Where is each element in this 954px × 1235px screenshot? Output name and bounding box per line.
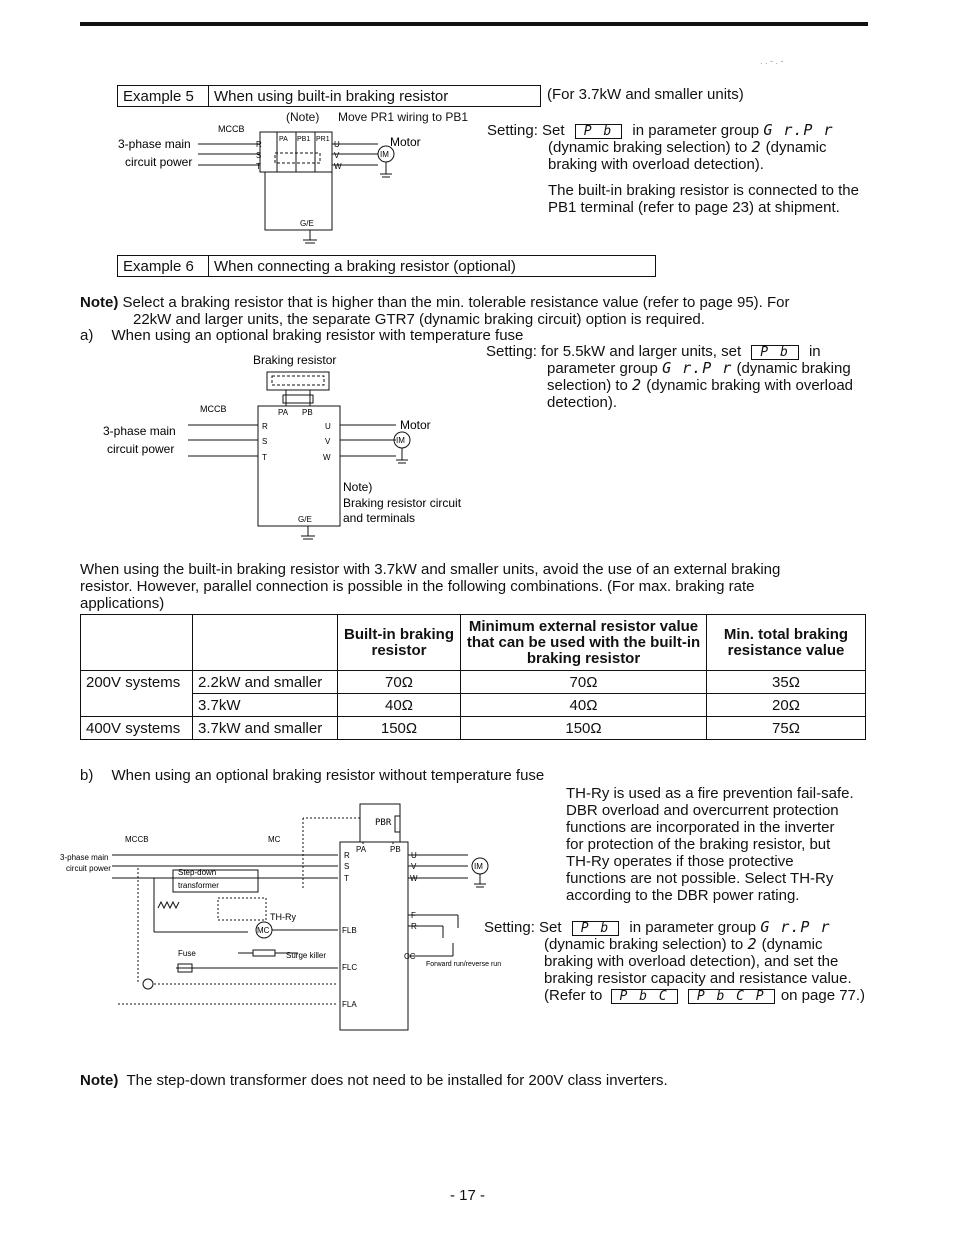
table-cell bbox=[81, 694, 193, 717]
section-b-wiring-diagram bbox=[58, 798, 538, 1038]
section-b-heading bbox=[80, 767, 544, 784]
example5-header bbox=[117, 85, 541, 107]
b-fwd: Forward run/reverse run bbox=[426, 961, 502, 968]
b-setting-line2-end: (dynamic bbox=[761, 936, 823, 953]
b-fuse: Fuse bbox=[178, 949, 196, 958]
table-header-cell: Min. total braking resistance value bbox=[707, 615, 866, 671]
e5-pr1: PR1 bbox=[316, 136, 330, 143]
table-cell: 150Ω bbox=[461, 717, 707, 740]
example5-diagram-note: (Note) bbox=[286, 110, 320, 124]
table-header-cell: Minimum external resistor value that can be used with the built-in braking resistor bbox=[461, 615, 707, 671]
a-group-code: G r.P r bbox=[662, 359, 733, 377]
e5-power1: 3-phase main bbox=[118, 137, 191, 151]
note2-text: The step-down transformer does not need to be installed for 200V class inverters. bbox=[126, 1072, 668, 1089]
table-cell: 400V systems bbox=[81, 717, 193, 740]
example5-diagram-move: Move PR1 wiring to PB1 bbox=[338, 110, 469, 124]
b-desc-line: TH-Ry is used as a fire prevention fail-safe. bbox=[566, 785, 854, 802]
b-mc-coil: MC bbox=[257, 926, 270, 935]
b-mc: MC bbox=[268, 835, 281, 844]
e5-w: W bbox=[334, 162, 342, 171]
e5-ge: G/E bbox=[300, 219, 314, 228]
b-refer-label: (Refer to bbox=[544, 987, 603, 1004]
b-setting-line2: (dynamic braking selection) to bbox=[544, 936, 744, 953]
b-im: IM bbox=[474, 862, 483, 871]
a-mccb: MCCB bbox=[200, 404, 227, 414]
a-u: U bbox=[325, 422, 331, 431]
a-setting-line1b: in bbox=[808, 343, 821, 360]
b-setting-label: Setting: Set bbox=[484, 919, 562, 936]
e5-mccb: MCCB bbox=[218, 124, 245, 134]
b-setting-rest: in parameter group bbox=[629, 919, 757, 936]
b-desc-line: TH-Ry operates if those protective bbox=[566, 853, 794, 870]
parallel-paragraph bbox=[80, 561, 880, 612]
table-cell: 3.7kW and smaller bbox=[193, 717, 338, 740]
a-setting-line2b: (dynamic braking bbox=[736, 360, 851, 377]
table-cell: 150Ω bbox=[338, 717, 461, 740]
a-value-code: 2 bbox=[632, 376, 643, 394]
e5-v: V bbox=[334, 151, 340, 160]
table-cell: 20Ω bbox=[707, 694, 866, 717]
example6-header bbox=[117, 255, 656, 277]
e5-info-line2: PB1 terminal (refer to page 23) at shipment. bbox=[548, 199, 840, 216]
table-cell: 35Ω bbox=[707, 671, 866, 694]
parallel-line2: resistor. However, parallel connection is possible in the following combinations. (For max. braking rate bbox=[80, 578, 755, 595]
table-cell: 200V systems bbox=[81, 671, 193, 694]
e5-s: S bbox=[256, 151, 262, 160]
b-value-code: 2 bbox=[747, 935, 758, 953]
b-cc: CC bbox=[404, 952, 416, 961]
section-b-marker: b) bbox=[80, 767, 94, 784]
b-code-pbc-box: P b C bbox=[611, 989, 678, 1004]
e5-info-line1: The built-in braking resistor is connected to the bbox=[548, 182, 859, 199]
a-power1: 3-phase main bbox=[103, 424, 176, 438]
table-header-cell: Built-in braking resistor bbox=[338, 615, 461, 671]
e5-setting-label: Setting: Set bbox=[487, 122, 565, 139]
a-ge: G/E bbox=[298, 515, 312, 524]
a-braking-resistor: Braking resistor bbox=[253, 353, 337, 367]
table-row bbox=[81, 671, 866, 694]
b-setting-line3: braking with overload detection), and set the bbox=[544, 953, 839, 970]
e5-setting-line3: braking with overload detection). bbox=[548, 156, 764, 173]
e5-im: IM bbox=[380, 150, 389, 159]
parallel-line3: applications) bbox=[80, 595, 165, 612]
corner-marks: . . - . - bbox=[760, 56, 784, 66]
a-setting-line3a: selection) to bbox=[547, 377, 628, 394]
b-r: R bbox=[344, 851, 350, 860]
example6-label: Example 6 bbox=[123, 257, 194, 275]
b-stepdown2: transformer bbox=[178, 881, 219, 890]
b-code-pbcp-box: P b C P bbox=[688, 989, 775, 1004]
section-b-title: When using an optional braking resistor without temperature fuse bbox=[111, 767, 545, 784]
e5-setting-line2: (dynamic braking selection) to bbox=[548, 139, 748, 156]
top-rule bbox=[80, 22, 868, 26]
b-s: S bbox=[344, 862, 350, 871]
b-v: V bbox=[411, 862, 417, 871]
table-cell: 70Ω bbox=[338, 671, 461, 694]
section-a-heading bbox=[80, 327, 523, 344]
a-note3: and terminals bbox=[343, 511, 416, 525]
b-f: F bbox=[411, 911, 416, 920]
b-desc-line: DBR overload and overcurrent protection bbox=[566, 802, 839, 819]
e5-pb1: PB1 bbox=[297, 136, 311, 143]
b-fla: FLA bbox=[342, 1000, 357, 1009]
table-cell: 40Ω bbox=[461, 694, 707, 717]
b-setting-code-box: P b bbox=[572, 921, 619, 936]
table-cell: 2.2kW and smaller bbox=[193, 671, 338, 694]
e5-pa: PA bbox=[279, 136, 288, 143]
e5-motor: Motor bbox=[390, 135, 421, 149]
b-setting-line4: braking resistor capacity and resistance value. bbox=[544, 970, 852, 987]
example5-wiring-diagram bbox=[110, 118, 440, 248]
a-setting-code-box: P b bbox=[751, 345, 798, 360]
b-desc-line: for protection of the braking resistor, but bbox=[566, 836, 831, 853]
b-surge: Surge killer bbox=[286, 951, 327, 960]
b-power1: 3-phase main bbox=[60, 853, 109, 862]
a-w: W bbox=[323, 453, 331, 462]
section-a-setting bbox=[486, 343, 878, 411]
a-pb: PB bbox=[302, 408, 313, 417]
b-flc: FLC bbox=[342, 963, 358, 972]
e5-r: R bbox=[256, 140, 262, 149]
b-u: U bbox=[411, 851, 417, 860]
example6-title: When connecting a braking resistor (optional) bbox=[208, 256, 521, 276]
a-setting-line3b: (dynamic braking with overload bbox=[646, 377, 854, 394]
b-desc-line: functions are incorporated in the inverter bbox=[566, 819, 835, 836]
section-a-marker: a) bbox=[80, 327, 94, 344]
a-setting-line4: detection). bbox=[547, 394, 618, 411]
example5-setting bbox=[487, 122, 877, 173]
a-setting-line1a: Setting: for 5.5kW and larger units, set bbox=[486, 343, 742, 360]
b-mccb: MCCB bbox=[125, 835, 149, 844]
a-pa: PA bbox=[278, 408, 289, 417]
note2-label: Note) bbox=[80, 1072, 119, 1089]
note2 bbox=[80, 1072, 880, 1089]
b-power2: circuit power bbox=[66, 864, 111, 873]
a-setting-line2a: parameter group bbox=[547, 360, 658, 377]
page-number: - 17 - bbox=[450, 1187, 486, 1204]
b-refer-end: on page 77.) bbox=[780, 987, 866, 1004]
b-rr: R bbox=[411, 922, 417, 931]
table-header-cell bbox=[193, 615, 338, 671]
table-cell: 75Ω bbox=[707, 717, 866, 740]
parallel-line1: When using the built-in braking resistor with 3.7kW and smaller units, avoid the use of an external braking bbox=[80, 561, 781, 578]
braking-resistance-table bbox=[80, 614, 866, 740]
b-t: T bbox=[344, 874, 349, 883]
a-t: T bbox=[262, 453, 267, 462]
note1-line1: Select a braking resistor that is higher than the min. tolerable resistance value (refer to page 95). For bbox=[122, 294, 790, 311]
e5-u: U bbox=[334, 140, 340, 149]
table-cell: 3.7kW bbox=[193, 694, 338, 717]
table-cell: 40Ω bbox=[338, 694, 461, 717]
e5-setting-line2-end: (dynamic bbox=[765, 139, 827, 156]
b-pb: PB bbox=[390, 845, 401, 854]
e5-value-code: 2 bbox=[751, 138, 762, 156]
b-thry: TH-Ry bbox=[270, 912, 296, 922]
a-note2: Braking resistor circuit bbox=[343, 496, 462, 510]
e5-power2: circuit power bbox=[125, 155, 193, 169]
table-row bbox=[81, 694, 866, 717]
section-a-wiring-diagram bbox=[100, 350, 490, 550]
b-desc-line: functions are not possible. Select TH-Ry bbox=[566, 870, 834, 887]
a-s: S bbox=[262, 437, 268, 446]
b-pbr: PBR bbox=[375, 818, 392, 828]
table-cell: 70Ω bbox=[461, 671, 707, 694]
a-power2: circuit power bbox=[107, 442, 175, 456]
note1-label: Note) bbox=[80, 294, 119, 311]
b-w: W bbox=[410, 874, 418, 883]
table-header-row bbox=[81, 615, 866, 671]
b-stepdown1: Step-down bbox=[178, 868, 217, 877]
table-header-cell bbox=[81, 615, 193, 671]
a-v: V bbox=[325, 437, 331, 446]
b-desc-line: according to the DBR power rating. bbox=[566, 887, 800, 904]
b-pa: PA bbox=[356, 845, 367, 854]
example5-title: When using built-in braking resistor bbox=[208, 86, 453, 106]
section-b-setting bbox=[484, 919, 876, 1004]
example5-units-note: (For 3.7kW and smaller units) bbox=[547, 86, 744, 103]
b-flb: FLB bbox=[342, 926, 357, 935]
a-r: R bbox=[262, 422, 268, 431]
a-note1: Note) bbox=[343, 480, 373, 494]
e5-setting-code-box: P b bbox=[575, 124, 622, 139]
note1 bbox=[80, 294, 880, 328]
a-im: IM bbox=[396, 436, 405, 445]
table-row bbox=[81, 717, 866, 740]
e5-setting-rest: in parameter group bbox=[632, 122, 760, 139]
example5-info bbox=[548, 182, 878, 216]
b-group-code: G r.P r bbox=[760, 918, 831, 936]
example5-label: Example 5 bbox=[123, 87, 194, 105]
a-motor: Motor bbox=[400, 418, 431, 432]
e5-group-code: G r.P r bbox=[763, 121, 834, 139]
e5-t: T bbox=[256, 162, 261, 171]
note1-line2: 22kW and larger units, the separate GTR7 (dynamic braking circuit) option is required. bbox=[133, 311, 705, 328]
section-a-title: When using an optional braking resistor with temperature fuse bbox=[111, 327, 524, 344]
section-b-description bbox=[566, 785, 876, 904]
